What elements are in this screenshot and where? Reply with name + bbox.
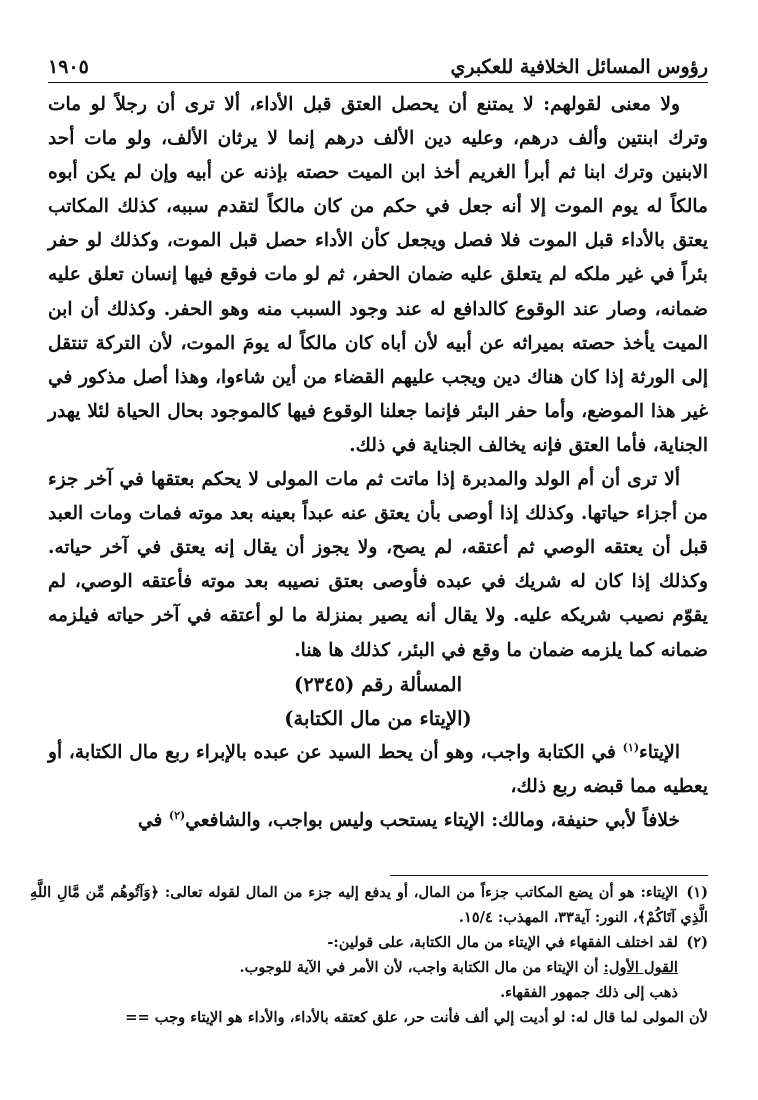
footnote-2-opinion-1 [30, 955, 708, 980]
footnote-2-label: القول الأول: [603, 959, 678, 976]
footnote-2-number: (٢) [686, 934, 708, 951]
footnote-1-number: (١) [686, 884, 708, 901]
paragraph-1: ولا معنى لقولهم: لا يمتنع أن يحصل العتق قبل الأداء، ألا ترى أن رجلاً لو مات وترك ابنتين وألف درهم، وعليه دين الألف درهم إنما لا يرثان الألف، ولو مات أحد الابنين وترك ابنا ثم أبرأ الغريم أخذ ابن الميت حصته بإذنه عن أبيه وإن لم يكن أبوه مالكاً له يوم الموت إلا أنه جعل في حكم من كان مالكاً لتقدم سببه، كذلك المكاتب يعتق بالأداء قبل الموت فلا فصل ويجعل كأن الأداء حصل قبل الموت، وكذلك لو حفر بئراً في غير ملكه لم يتعلق عليه ضمان الحفر، ثم لو مات فوقع فيها إنسان تعلق عليه ضمانه، وصار عند الوقوع كالدافع له عند وجود السبب منه وهو الحفر. وكذلك أن ابن الميت يأخذ حصته بميراثه عن أبيه لأن أباه كان مالكاً له يومَ الموت، لأن التركة تنتقل إلى الورثة إذا كان هناك دين ويجب عليهم القضاء من أين شاءوا، وهذا أصل مذكور في غير هذا الموضع، وأما حفر البئر فإنما جعلنا الوقوع فيها كالموجود بحال الحياة لئلا يهدر الجناية، فأما العتق فإنه يخالف الجناية في ذلك. [48, 94, 708, 456]
footnote-ref-1[interactable]: (١) [622, 740, 640, 754]
issue-title-heading: (الإيتاء من مال الكتابة) [284, 706, 472, 730]
footnote-1-text: الإيتاء: هو أن يضع المكاتب جزءاً من المال، أو يدفع إليه جزء من المال لقوله تعالى: ﴿وَآتُوهُم مِّن مَّالِ اللَّهِ الَّذِي آتَاكُمْ﴾، النور: آية٣٣، المهذب: ١٥/٤. [30, 884, 708, 926]
para3-rest: في الكتابة واجب، وهو أن يحط السيد عن عبده بالإبراء ربع مال الكتابة، أو يعطيه مما قبضه ربع ذلك، [48, 741, 708, 797]
footnote-2-line-2: ذهب إلى ذلك جمهور الفقهاء. [500, 984, 678, 1001]
paragraph-2: ألا ترى أن أم الولد والمدبرة إذا ماتت ثم مات المولى لا يحكم بعتقها في آخر جزء من أجزاء حياتها. وكذلك إذا أوصى بأن يعتق عنه عبداً بعينه بعد موته فمات ومات العبد قبل أن يعتقه الوصي ثم أعتقه، لم يصح، ولا يجوز أن يقال إنه يعتق في آخر حياته. وكذلك إذا كان له شريك في عبده فأوصى بعتق نصيبه بعد موته فأعتقه الوصي، لم يقوّم نصيب شريكه عليه. ولا يقال أنه يصير بمنزلة ما لو أعتقه في آخر حياته فيلزمه ضمانه كما يلزمه ضمان ما وقع في البئر، كذلك ها هنا. [48, 469, 708, 661]
para4-rest: في [137, 809, 169, 831]
footnote-divider [390, 875, 708, 876]
footnotes [30, 880, 708, 1030]
page-number: ١٩٠٥ [48, 56, 89, 78]
main-text [48, 88, 708, 838]
footnote-2-line-1: أن الإيتاء من مال الكتابة واجب، لأن الأمر في الآية للوجوب. [239, 959, 604, 976]
book-title: رؤوس المسائل الخلافية للعكبري [450, 56, 708, 78]
issue-number-heading: المسألة رقم (٢٣٤٥) [293, 672, 463, 696]
paragraph-3 [48, 736, 708, 804]
para3-start: الإيتاء [639, 741, 680, 763]
footnote-2-text: لقد اختلف الفقهاء في الإيتاء من مال الكتابة، على قولين:- [327, 934, 678, 951]
footnote-2-line-3: لأن المولى لما قال له: لو أديت إلي ألف فأنت حر، علق كعتقه بالأداء، والأداء هو الإيتاء وجب == [125, 1009, 708, 1026]
paragraph-4 [48, 804, 708, 838]
para4-start: خلافاً لأبي حنيفة، ومالك: الإيتاء يستحب وليس بواجب، والشافعي [185, 809, 680, 831]
page-header [48, 42, 708, 83]
footnote-ref-2[interactable]: (٢) [168, 808, 186, 822]
footnote-2 [30, 930, 708, 955]
footnote-1 [30, 880, 708, 930]
